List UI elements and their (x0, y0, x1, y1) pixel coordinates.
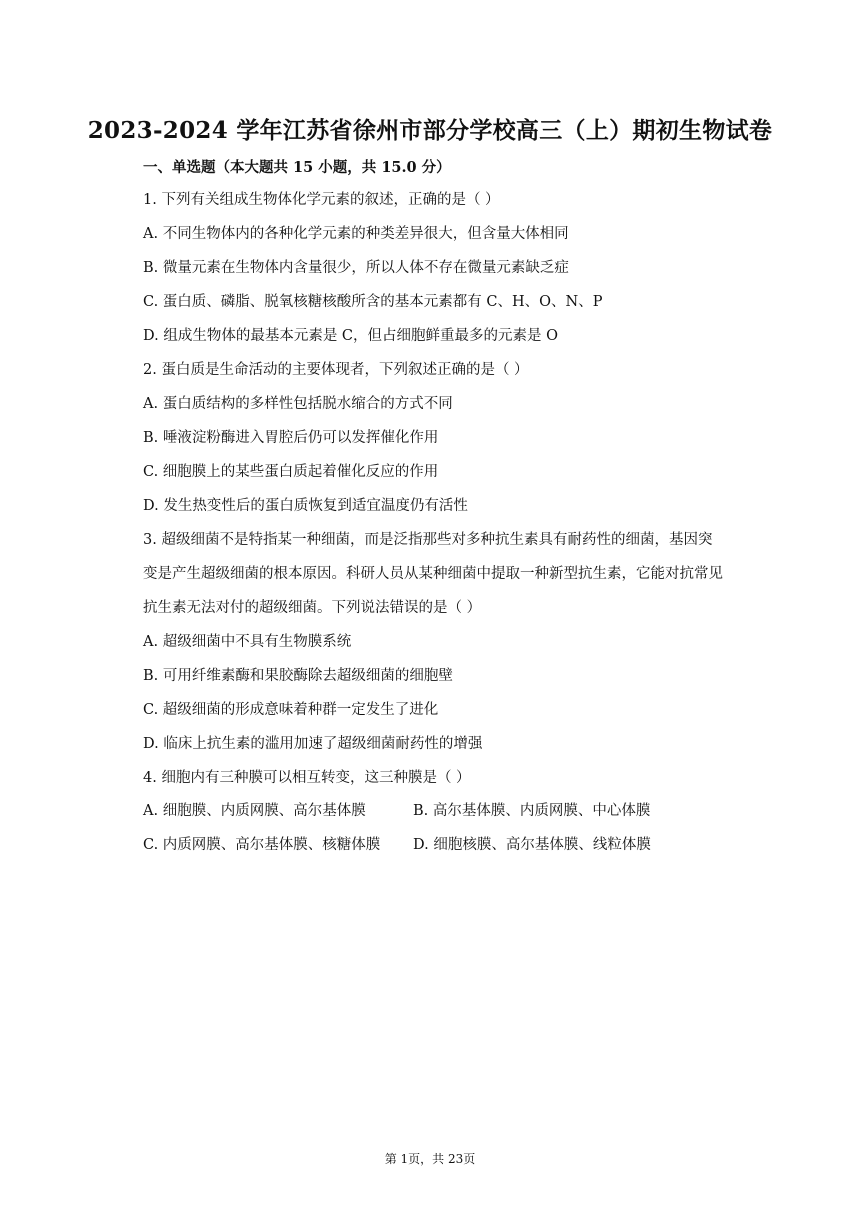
question-1-option-a: A. 不同生物体内的各种化学元素的种类差异很大，但含量大体相同 (143, 226, 569, 242)
question-4-option-a: A. 细胞膜、内质网膜、高尔基体膜 (143, 803, 366, 819)
question-1-option-d: D. 组成生物体的最基本元素是 C，但占细胞鲜重最多的元素是 O (143, 328, 559, 344)
question-3-option-b: B. 可用纤维素酶和果胶酶除去超级细菌的细胞壁 (143, 668, 453, 684)
question-4-option-d: D. 细胞核膜、高尔基体膜、线粒体膜 (413, 837, 651, 853)
question-3-stem-line-1: 3. 超级细菌不是特指某一种细菌，而是泛指那些对多种抗生素具有耐药性的细菌，基因突 (143, 532, 713, 548)
question-2-option-d: D. 发生热变性后的蛋白质恢复到适宜温度仍有活性 (143, 498, 468, 514)
question-2-option-c: C. 细胞膜上的某些蛋白质起着催化反应的作用 (143, 464, 439, 480)
question-3-option-a: A. 超级细菌中不具有生物膜系统 (143, 634, 352, 650)
question-3-option-d: D. 临床上抗生素的滥用加速了超级细菌耐药性的增强 (143, 736, 483, 752)
question-3-stem-line-2: 变是产生超级细菌的根本原因。科研人员从某种细菌中提取一种新型抗生素，它能对抗常见 (143, 566, 723, 582)
question-4-option-b: B. 高尔基体膜、内质网膜、中心体膜 (413, 803, 651, 819)
question-2-option-a: A. 蛋白质结构的多样性包括脱水缩合的方式不同 (143, 396, 453, 412)
section-heading: 一、单选题（本大题共 15 小题，共 15.0 分） (143, 159, 451, 176)
page-footer: 第 1页，共 23页 (384, 1152, 476, 1166)
question-1-stem: 1. 下列有关组成生物体化学元素的叙述，正确的是（ ） (143, 192, 500, 208)
question-1-option-b: B. 微量元素在生物体内含量很少，所以人体不存在微量元素缺乏症 (143, 260, 569, 276)
question-2-option-b: B. 唾液淀粉酶进入胃腔后仍可以发挥催化作用 (143, 430, 439, 446)
question-4-option-c: C. 内质网膜、高尔基体膜、核糖体膜 (143, 837, 381, 853)
question-1-option-c: C. 蛋白质、磷脂、脱氧核糖核酸所含的基本元素都有 C、H、O、N、P (143, 294, 603, 310)
question-2-stem: 2. 蛋白质是生命活动的主要体现者，下列叙述正确的是（ ） (143, 362, 529, 378)
question-4-stem: 4. 细胞内有三种膜可以相互转变，这三种膜是（ ） (143, 770, 471, 786)
question-3-stem-line-3: 抗生素无法对付的超级细菌。下列说法错误的是（ ） (143, 600, 482, 616)
question-3-option-c: C. 超级细菌的形成意味着种群一定发生了进化 (143, 702, 439, 718)
exam-title: 2023-2024 学年江苏省徐州市部分学校高三（上）期初生物试卷 (87, 117, 773, 144)
